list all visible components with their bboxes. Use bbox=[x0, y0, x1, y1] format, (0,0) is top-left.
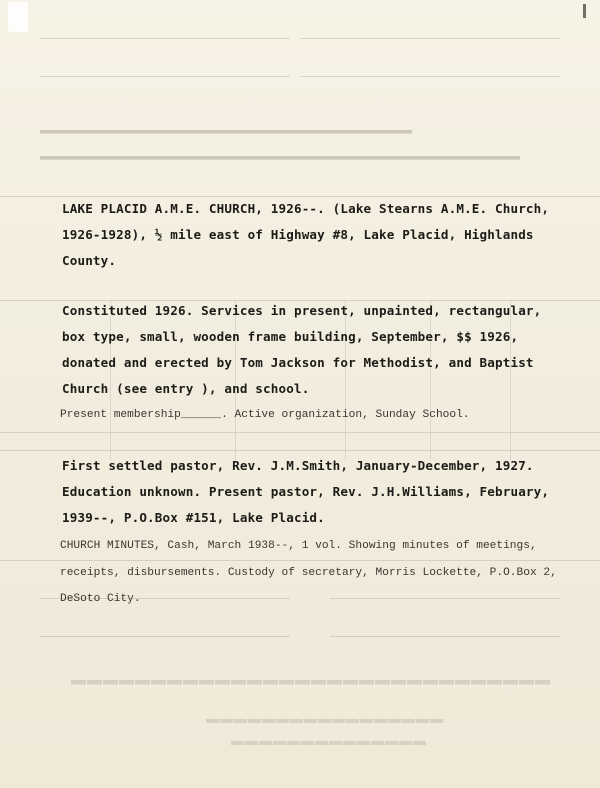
entry-records-line: receipts, disbursements. Custody of secretary, Morris Lockette, P.O.Box 2, bbox=[60, 567, 557, 579]
entry-records-line: DeSoto City. bbox=[60, 593, 141, 605]
ghost-form-line bbox=[40, 38, 290, 39]
paper-corner-mark bbox=[8, 2, 28, 32]
ghost-form-line bbox=[330, 636, 560, 637]
entry-heading-line: County. bbox=[62, 253, 117, 268]
ghost-form-line bbox=[300, 38, 560, 39]
entry-pastor-line: First settled pastor, Rev. J.M.Smith, January-December, 1927. bbox=[62, 458, 534, 473]
entry-history-line: Constituted 1926. Services in present, unpainted, rectangular, bbox=[62, 303, 542, 318]
ghost-form-line bbox=[40, 636, 290, 637]
entry-heading-line: 1926-1928), ½ mile east of Highway #8, Lake Placid, Highlands bbox=[62, 227, 534, 242]
ghost-form-heading: ▬▬▬▬▬▬▬▬▬▬▬▬▬▬ bbox=[230, 738, 426, 753]
ghost-form-text: ▬▬▬▬▬▬▬▬▬▬▬▬▬▬▬▬▬▬▬▬▬▬▬▬▬▬▬▬▬▬▬▬▬▬▬▬▬▬▬▬ bbox=[40, 153, 520, 167]
ghost-form-line bbox=[40, 76, 290, 77]
entry-pastor-line: 1939--, P.O.Box #151, Lake Placid. bbox=[62, 510, 325, 525]
entry-records bbox=[60, 532, 557, 612]
entry-records-line: CHURCH MINUTES, Cash, March 1938--, 1 vol. Showing minutes of meetings, bbox=[60, 540, 537, 552]
entry-pastors bbox=[62, 453, 549, 531]
entry-history-line: box type, small, wooden frame building, September, $$ 1926, bbox=[62, 329, 519, 344]
entry-history-line: Church (see entry ), and school. bbox=[62, 381, 310, 396]
paper-edge-mark bbox=[583, 4, 586, 18]
entry-pastor-line: Education unknown. Present pastor, Rev. J.H.Williams, February, bbox=[62, 484, 550, 499]
entry-history-line: donated and erected by Tom Jackson for Methodist, and Baptist bbox=[62, 355, 534, 370]
ghost-form-heading: ▬▬▬▬▬▬▬▬▬▬▬▬▬▬▬▬▬ bbox=[205, 716, 443, 731]
ghost-form-text: ▬▬▬▬▬▬▬▬▬▬▬▬▬▬▬▬▬▬▬▬▬▬▬▬▬▬▬▬▬▬▬ bbox=[40, 127, 412, 141]
entry-history bbox=[62, 298, 541, 402]
ghost-form-heading: ▬▬▬▬▬▬▬▬▬▬▬▬▬▬▬▬▬▬▬▬▬▬▬▬▬▬▬▬▬▬ bbox=[70, 676, 550, 693]
entry-membership: Present membership______. Active organization, Sunday School. bbox=[60, 409, 470, 421]
ghost-form-line bbox=[300, 76, 560, 77]
entry-heading bbox=[62, 196, 549, 274]
entry-heading-line: LAKE PLACID A.M.E. CHURCH, 1926--. (Lake Stearns A.M.E. Church, bbox=[62, 201, 550, 216]
